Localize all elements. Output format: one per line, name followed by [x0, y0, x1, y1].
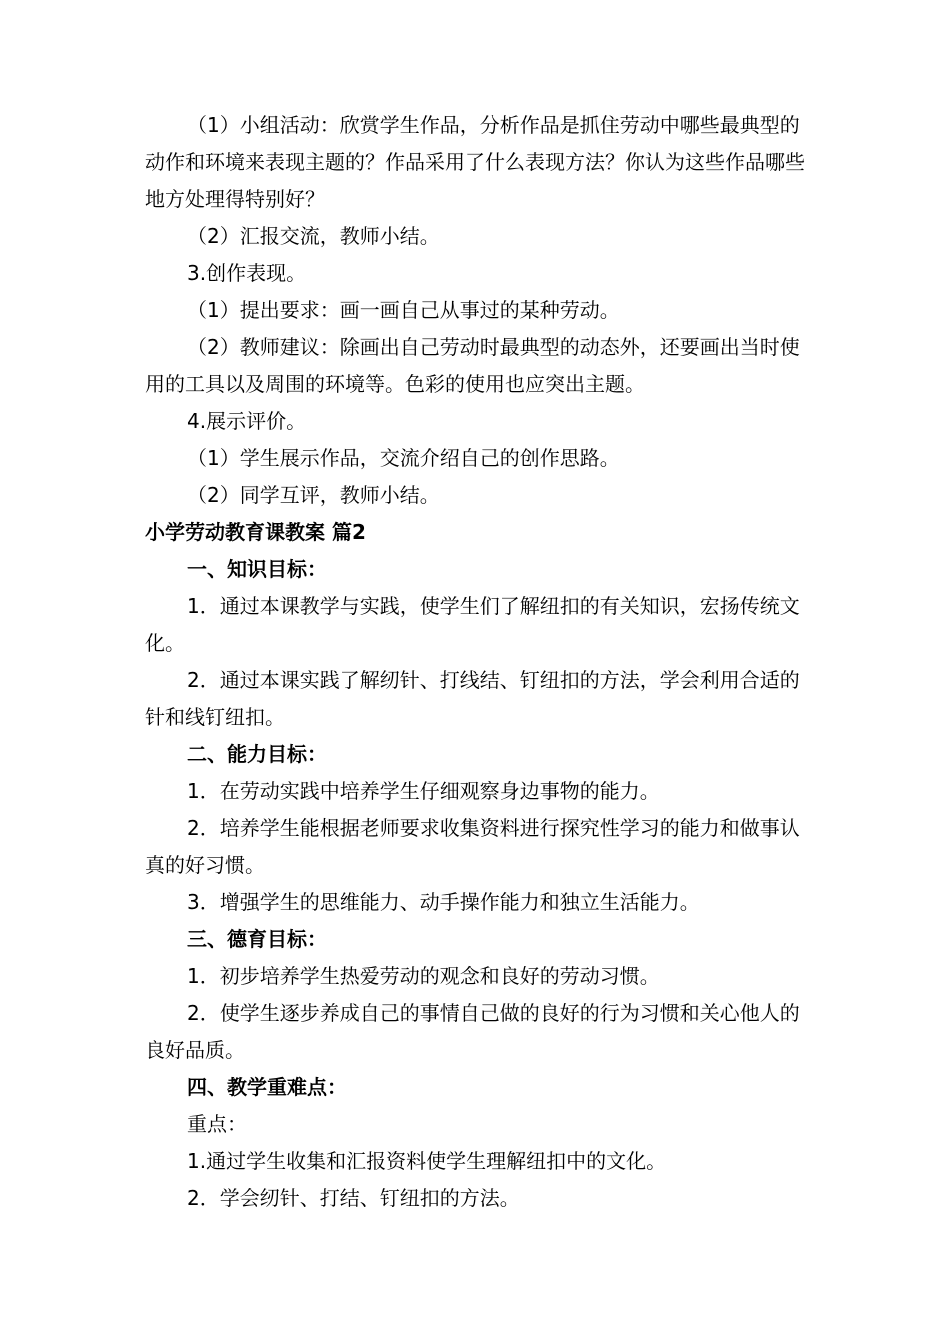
- paragraph-ability-3: 3．增强学生的思维能力、动手操作能力和独立生活能力。: [187, 890, 700, 914]
- heading-key-points: 四、教学重难点：: [187, 1075, 347, 1099]
- paragraph-key-label: 重点：: [187, 1112, 247, 1136]
- paragraph-key-2: 2．学会纫针、打结、钉纽扣的方法。: [187, 1186, 520, 1210]
- paragraph-activity-1: （1）小组活动：欣赏学生作品，分析作品是抓住劳动中哪些最典型的动作和环境来表现主题的？作品采用了什么表现方法？你认为这些作品哪些地方处理得特别好？: [145, 113, 805, 211]
- paragraph-step-3-2: （2）教师建议：除画出自己劳动时最典型的动态外，还要画出当时使用的工具以及周围的环境等。色彩的使用也应突出主题。: [145, 335, 800, 396]
- paragraph-activity-2: （2）汇报交流，教师小结。: [187, 224, 440, 248]
- document-body: [145, 107, 810, 1217]
- paragraph-knowledge-2: 2．通过本课实践了解纫针、打线结、钉纽扣的方法，学会利用合适的针和线钉纽扣。: [145, 668, 800, 729]
- heading-knowledge-goals: 一、知识目标：: [187, 557, 327, 581]
- heading-ability-goals: 二、能力目标：: [187, 742, 327, 766]
- paragraph-moral-1: 1．初步培养学生热爱劳动的观念和良好的劳动习惯。: [187, 964, 660, 988]
- paragraph-step-4-1: （1）学生展示作品，交流介绍自己的创作思路。: [187, 446, 620, 470]
- paragraph-ability-1: 1．在劳动实践中培养学生仔细观察身边事物的能力。: [187, 779, 660, 803]
- paragraph-step-3: 3.创作表现。: [187, 261, 307, 285]
- paragraph-knowledge-1: 1．通过本课教学与实践，使学生们了解纽扣的有关知识，宏扬传统文化。: [145, 594, 800, 655]
- heading-moral-goals: 三、德育目标：: [187, 927, 327, 951]
- paragraph-step-4: 4.展示评价。: [187, 409, 307, 433]
- section-title: 小学劳动教育课教案 篇2: [145, 520, 366, 544]
- paragraph-step-3-1: （1）提出要求：画一画自己从事过的某种劳动。: [187, 298, 620, 322]
- paragraph-step-4-2: （2）同学互评，教师小结。: [187, 483, 440, 507]
- paragraph-key-1: 1.通过学生收集和汇报资料使学生理解纽扣中的文化。: [187, 1149, 667, 1173]
- paragraph-ability-2: 2．培养学生能根据老师要求收集资料进行探究性学习的能力和做事认真的好习惯。: [145, 816, 800, 877]
- paragraph-moral-2: 2．使学生逐步养成自己的事情自己做的良好的行为习惯和关心他人的良好品质。: [145, 1001, 800, 1062]
